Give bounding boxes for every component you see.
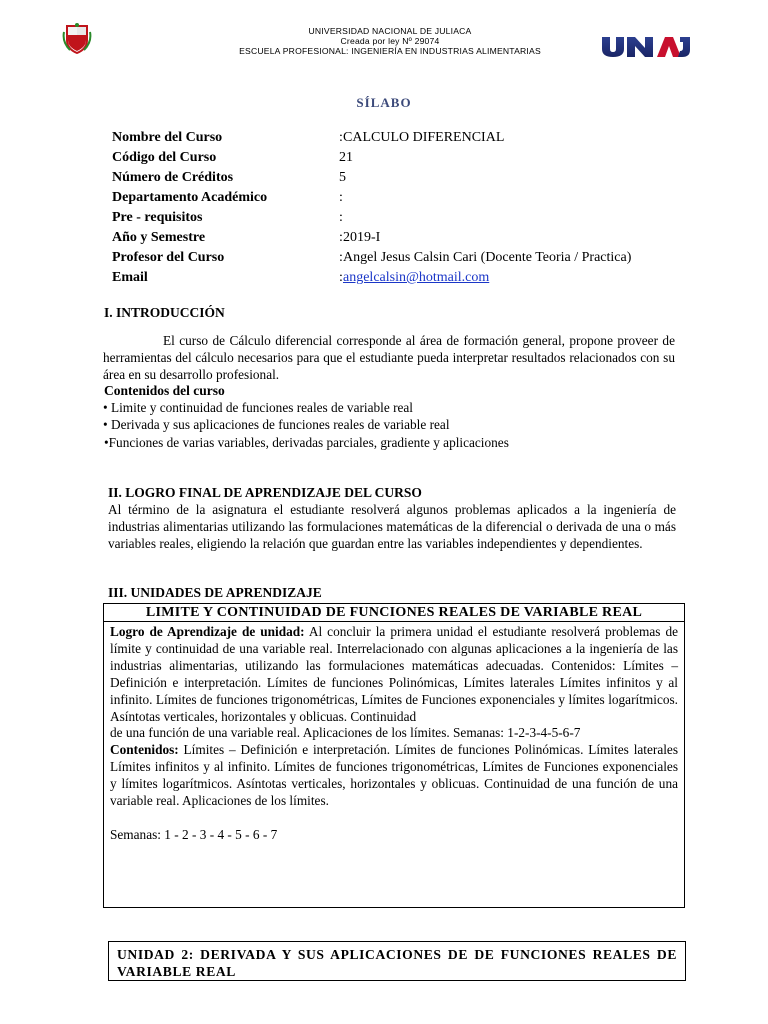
unit1-box [103, 621, 685, 908]
info-label: Profesor del Curso [112, 250, 225, 265]
contents-bullet-1: • Limite y continuidad de funciones reales de variable real [103, 400, 413, 415]
document-title: SÍLABO [356, 95, 412, 110]
info-colon: : [339, 250, 343, 265]
info-value [343, 270, 489, 286]
school-name: ESCUELA PROFESIONAL: INGENIERÍA EN INDUSTRIAS ALIMENTARIAS [239, 46, 541, 56]
peru-coat-of-arms-icon [62, 22, 92, 54]
email-link[interactable]: angelcalsin@hotmail.com [343, 270, 490, 285]
info-label: Nombre del Curso [112, 130, 223, 145]
info-label: Año y Semestre [112, 230, 206, 245]
unit1-logro: Logro de Aprendizaje de unidad: Al concluir la primera unidad el estudiante resolverá problemas de límite y continuidad de una variable real. Interrelacionado con algunas aplicaciones a la ingeniería de las industrias alimentarias, utilizando las formulaciones matemáticas adecuadas. Contenidos: Límites – Definición e interpretación. Límites de funciones Polinómicas, Límites laterales Límites infinitos y al infinito. Límites de funciones trigonométricas, Límites de Funciones exponenciales y límites logarítmicos. Asíntotas verticales, horizontales y oblicuas. Continuidad [110, 624, 678, 724]
contents-bullet-3: •Funciones de varias variables, derivadas parciales, gradiente y aplicaciones [104, 435, 509, 450]
logro-paragraph: Al término de la asignatura el estudiante resolverá algunos problemas aplicados a la ingeniería de industrias alimentarias utilizando las formulaciones matemáticas de la diferencial o derivada de una o más variables reales, eligiendo la relación que guardan entre las variables independientes y dependientes. [108, 502, 676, 551]
intro-heading: I. INTRODUCCIÓN [104, 305, 225, 320]
info-label: Departamento Académico [112, 190, 268, 205]
info-label: Email [112, 270, 148, 285]
info-label: Pre - requisitos [112, 210, 203, 225]
unit2-title: UNIDAD 2: DERIVADA Y SUS APLICACIONES DE DE FUNCIONES REALES DE VARIABLE REAL [117, 947, 677, 979]
info-label: Número de Créditos [112, 170, 234, 185]
info-value: 21 [339, 150, 353, 165]
unit1-contenidos: Contenidos: Límites – Definición e interpretación. Límites de funciones Polinómicas. Límites laterales Límites infinitos y al infinito. Límites de funciones trigonométricas, Límites de Funciones exponenciales y límites logarítmicos. Asíntotas verticales, horizontales y oblicuas. Continuidad de una función de una variable real. Aplicaciones de los límites. [110, 742, 678, 809]
contents-bullet-2: • Derivada y sus aplicaciones de funciones reales de variable real [103, 417, 450, 432]
contents-heading: Contenidos del curso [104, 383, 225, 398]
intro-paragraph: El curso de Cálculo diferencial corresponde al área de formación general, propone proveer de herramientas del cálculo necesarios para que el estudiante pueda interpretar resultados relacionados con su área en su desarrollo profesional. [103, 333, 675, 382]
info-colon: : [339, 210, 343, 225]
university-name: UNIVERSIDAD NACIONAL DE JULIACA [308, 26, 472, 36]
info-value: CALCULO DIFERENCIAL [343, 130, 505, 145]
info-label: Código del Curso [112, 150, 217, 165]
unidades-heading: III. UNIDADES DE APRENDIZAJE [108, 585, 322, 600]
logro-heading: II. LOGRO FINAL DE APRENDIZAJE DEL CURSO [108, 485, 422, 500]
unit1-semanas: Semanas: 1 - 2 - 3 - 4 - 5 - 6 - 7 [110, 826, 278, 842]
info-colon: : [339, 190, 343, 205]
info-colon: : [339, 130, 343, 145]
unit1-logro-tail: de una función de una variable real. Aplicaciones de los límites. Semanas: 1-2-3-4-5-6-7 [110, 725, 581, 741]
info-value: Angel Jesus Calsin Cari (Docente Teoria / Practica) [343, 250, 632, 265]
unit2-box [108, 941, 686, 981]
info-value: 2019-I [343, 230, 381, 245]
info-colon: : [339, 270, 343, 285]
info-colon: : [339, 230, 343, 245]
creation-law: Creada por ley Nº 29074 [340, 36, 440, 46]
unit1-title: LIMITE Y CONTINUIDAD DE FUNCIONES REALES DE VARIABLE REAL [103, 603, 685, 622]
unaj-logo [600, 34, 692, 58]
info-value: 5 [339, 170, 346, 185]
